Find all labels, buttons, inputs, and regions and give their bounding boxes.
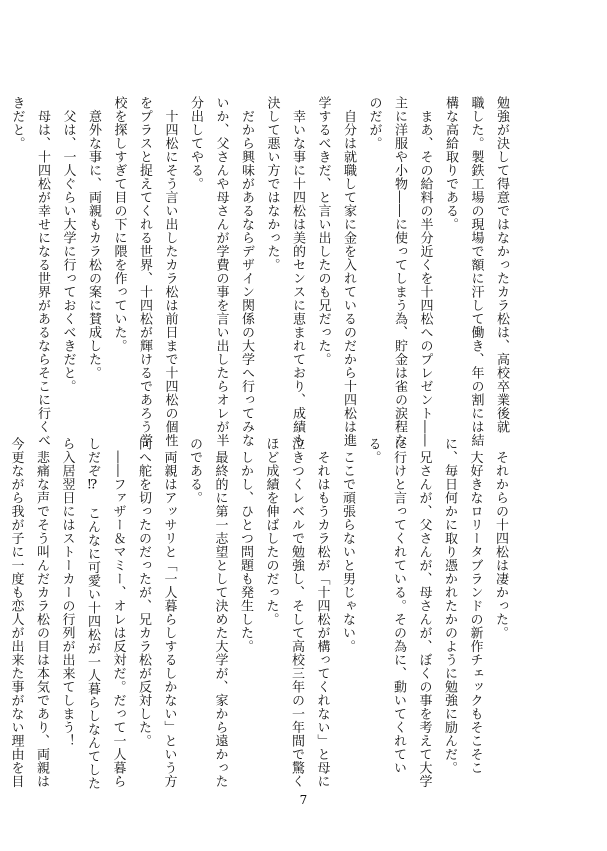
text-column: 悲痛な声でそう叫んだカラ松の目は本気であり、両親は [34, 437, 49, 788]
text-column: 今更ながら我が子に一度も恋人が出来た事がない理由を目 [8, 437, 24, 788]
text-column: 職した。製鉄工場の現場で額に汗して働き、年の割には結 [468, 96, 484, 447]
text-column: だから興味があるならデザイン関係の大学へ行ってみな [239, 96, 254, 447]
text-column: に行けと言ってくれている。その為に、動いてくれてい [391, 437, 406, 775]
text-block-top [9, 96, 514, 447]
text-column: 最終的に第一志望として決めた大学が、家から遠かった [212, 437, 228, 788]
text-column: ――ファザー＆マミー、オレは反対だ。だって一人暮ら [110, 437, 126, 788]
text-column: 十四松にそう言い出したカラ松は前日まで十四松の個性 [162, 96, 178, 447]
text-column [0, 96, 4, 396]
text-column: 意外な事に、両親もカラ松の案に賛成した。 [86, 96, 101, 380]
text-column: それからの十四松は凄かった。 [493, 437, 508, 640]
text-column: きだと。 [9, 96, 25, 150]
text-column: しだぞ⁉ こんなに可愛い十四松が一人暮らしなんてした [85, 437, 100, 790]
text-column: 自分は就職して家に金を入れているのだから十四松は進 [341, 96, 356, 447]
text-column: ここで頑張らないと男じゃない。 [340, 437, 355, 653]
text-column: 父は、一人ぐらい大学に行っておくべきだと。 [60, 96, 76, 393]
text-column: いか、父さんや母さんが学費の事を言い出したらオレが半 [213, 96, 229, 447]
text-column: る。 [365, 437, 381, 464]
text-column: 校を探しすぎて目の下に隈を作っていた。 [111, 96, 127, 353]
text-column: しかし、ひとつ問題も発生した。 [238, 437, 253, 653]
text-column: ら入居翌日にはストーカーの行列が出来てしまう！ [59, 437, 75, 748]
text-column: をプラスと捉えてくれる世界、十四松が輝けるであろう学 [137, 96, 152, 447]
text-column: ほど成績を伸ばしたのだった。 [263, 437, 279, 626]
text-column: 決して悪い方ではなかった。 [264, 96, 280, 272]
text-column: それはもうカラ松が「十四松が構ってくれない」と母に [314, 437, 330, 788]
text-column: まあ、その給料の半分近くを十四松へのプレゼント―― [417, 96, 433, 447]
text-column: 主に洋服や小物――に使ってしまう為、貯金は雀の涙程な [392, 96, 407, 447]
text-column: 勉強が決して得意ではなかったカラ松は、高校卒業後就 [494, 96, 509, 434]
text-column: 兄さんが、父さんが、母さんが、ぼくの事を考えて大学 [416, 437, 432, 788]
text-column: 幸いな事に十四松は美的センスに恵まれており、成績も [290, 96, 305, 447]
text-column: 大好きなロリータブランドの新作チェックもそこそこ [467, 437, 483, 775]
text-column: のだが。 [366, 96, 382, 150]
text-block-bottom [8, 437, 513, 790]
text-column: 分出してやる。 [188, 96, 203, 191]
text-column: 向へ舵を切ったのだったが、兄カラ松が反対した。 [136, 437, 151, 748]
text-column: 両親はアッサリと「一人暮らしするしかない」という方 [161, 437, 177, 788]
text-column: 泣きつくレベルで勉強し、そして高校三年の一年間で驚く [289, 437, 304, 788]
text-column: のである。 [187, 437, 202, 505]
page-number: 7 [299, 793, 308, 807]
text-column: 構な高給取りである。 [443, 96, 458, 231]
text-column: に、毎日何かに取り憑かれたかのように勉強に励んだ。 [442, 437, 457, 775]
text-column: 学するべきだ、と言い出したのも兄だった。 [315, 96, 331, 366]
text-column: 母は、十四松が幸せになる世界があるならそこに行くべ [35, 96, 50, 447]
